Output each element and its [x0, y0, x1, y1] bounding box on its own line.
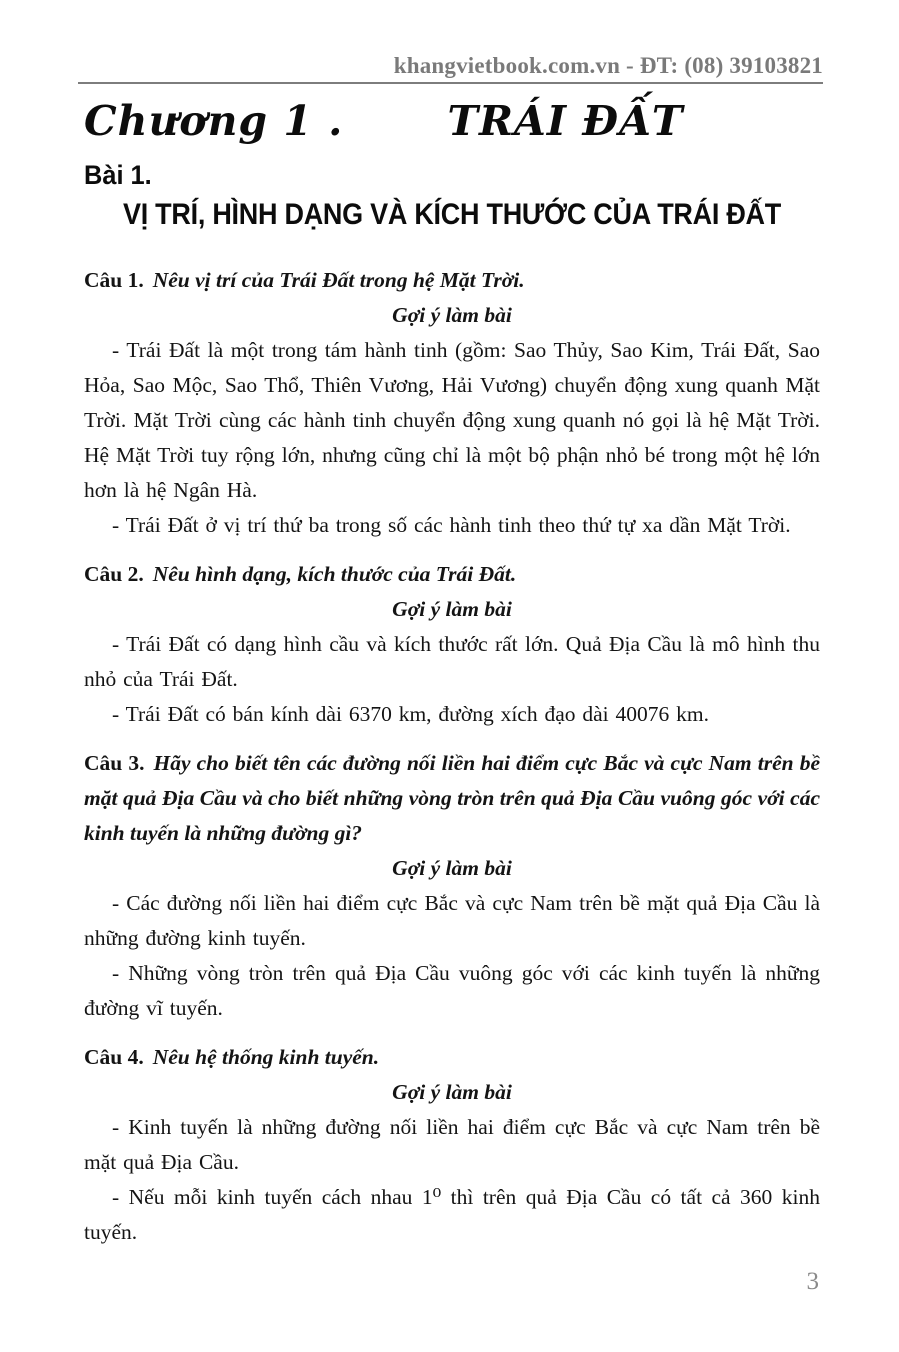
answer-paragraph: - Trái Đất có bán kính dài 6370 km, đường xích đạo dài 40076 km.: [112, 702, 709, 726]
lesson-title: VỊ TRÍ, HÌNH DẠNG VÀ KÍCH THƯỚC CỦA TRÁI ĐẤT: [122, 198, 782, 231]
question-heading: [84, 746, 820, 851]
question-section-3: [84, 746, 820, 1026]
answer-paragraph: - Các đường nối liền hai điểm cực Bắc và cực Nam trên bề mặt quả Địa Cầu là những đường kinh tuyến.: [84, 891, 820, 950]
question-heading: [84, 557, 820, 592]
chapter-title: TRÁI ĐẤT: [447, 97, 684, 145]
question-number: Câu 2.: [84, 562, 144, 586]
question-section-4: [84, 1040, 820, 1250]
hint-label: Gợi ý làm bài: [392, 303, 512, 327]
hint-label: Gợi ý làm bài: [392, 597, 512, 621]
answer-paragraph: - Trái Đất là một trong tám hành tinh (gồm: Sao Thủy, Sao Kim, Trái Đất, Sao Hỏa, Sao Mộc, Sao Thổ, Thiên Vương, Hải Vương) chuyển động xung quanh Mặt Trời. Mặt Trời cùng các hành tinh chuyển động xung quanh nó gọi là hệ Mặt Trời. Hệ Mặt Trời tuy rộng lớn, nhưng cũng chỉ là một bộ phận nhỏ bé trong một hệ lớn hơn là hệ Ngân Hà.: [84, 338, 820, 502]
chapter-label: Chương 1 .: [84, 97, 344, 145]
answer-paragraph: - Nếu mỗi kinh tuyến cách nhau 1⁰ thì trên quả Địa Cầu có tất cả 360 kinh tuyến.: [84, 1185, 820, 1244]
chapter-heading: [84, 96, 820, 146]
answer-paragraph: - Những vòng tròn trên quả Địa Cầu vuông góc với các kinh tuyến là những đường vĩ tuyến.: [84, 961, 820, 1020]
question-number: Câu 4.: [84, 1045, 144, 1069]
question-section-2: [84, 557, 820, 732]
question-text: Nêu hình dạng, kích thước của Trái Đất.: [152, 562, 517, 586]
answer-paragraph: - Trái Đất có dạng hình cầu và kích thước rất lớn. Quả Địa Cầu là mô hình thu nhỏ của Trái Đất.: [84, 632, 820, 691]
question-heading: [84, 263, 820, 298]
question-number: Câu 1.: [84, 268, 144, 292]
answer-paragraph: - Kinh tuyến là những đường nối liền hai điểm cực Bắc và cực Nam trên bề mặt quả Địa Cầu.: [84, 1115, 820, 1174]
header-site-text: khangvietbook.com.vn - ĐT: (08) 39103821: [393, 53, 823, 78]
answer-paragraph: - Trái Đất ở vị trí thứ ba trong số các hành tinh theo thứ tự xa dần Mặt Trời.: [112, 513, 791, 537]
question-number: Câu 3.: [84, 751, 145, 775]
page-number: 3: [806, 1268, 819, 1295]
question-text: Nêu vị trí của Trái Đất trong hệ Mặt Trời.: [152, 268, 525, 292]
hint-label: Gợi ý làm bài: [392, 1080, 512, 1104]
lesson-label: Bài 1.: [84, 160, 152, 190]
page-header: [78, 0, 823, 84]
question-heading: [84, 1040, 820, 1075]
hint-label: Gợi ý làm bài: [392, 856, 512, 880]
question-section-1: [84, 263, 820, 543]
question-text: Hãy cho biết tên các đường nối liền hai điểm cực Bắc và cực Nam trên bề mặt quả Địa Cầu và cho biết những vòng tròn trên quả Địa Cầu vuông góc với các kinh tuyến là những đường gì?: [84, 751, 821, 845]
question-text: Nêu hệ thống kinh tuyến.: [152, 1045, 380, 1069]
